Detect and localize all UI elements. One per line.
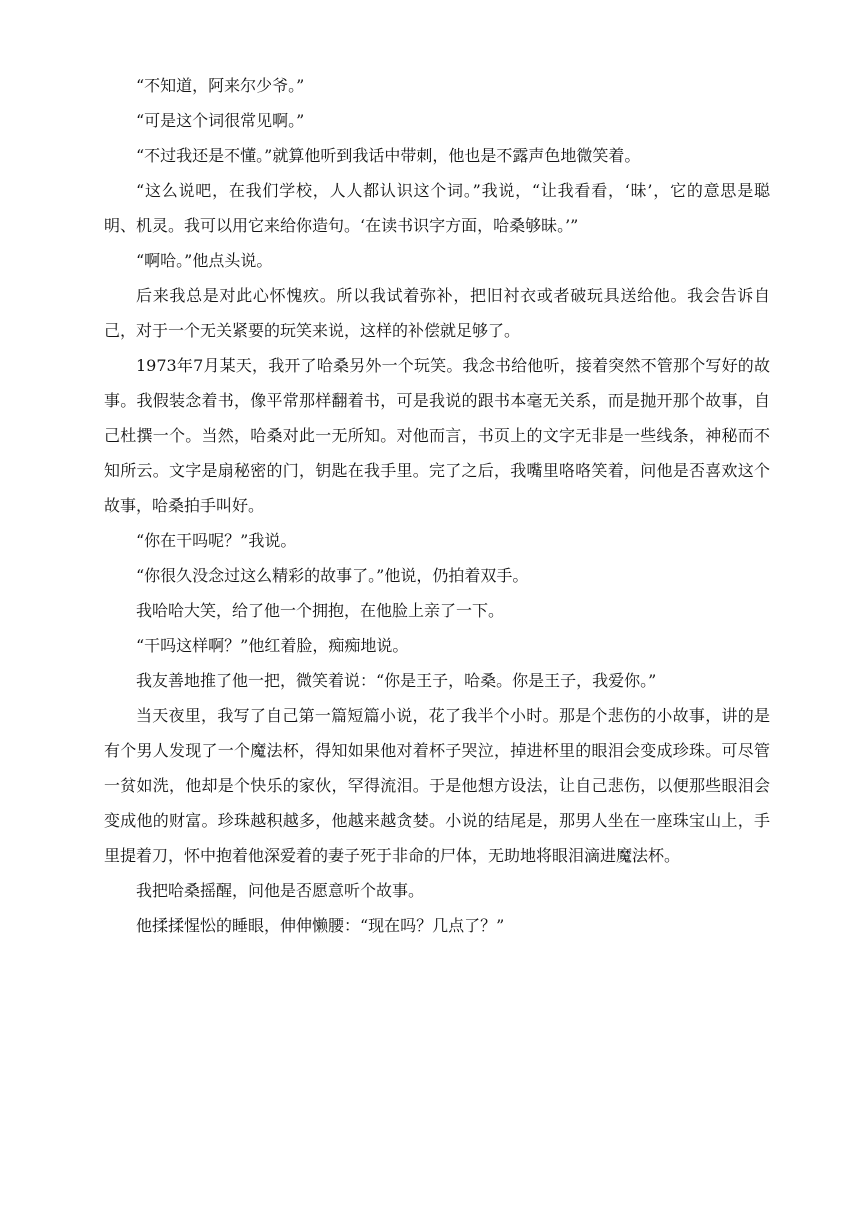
paragraph: “你很久没念过这么精彩的故事了。”他说，仍拍着双手。 <box>136 566 529 585</box>
paragraph: “可是这个词很常见啊。” <box>136 111 305 130</box>
paragraph: 当天夜里，我写了自己第一篇短篇小说，花了我半个小时。那是个悲伤的小故事，讲的是有个男人发现了一个魔法杯，得知如果他对着杯子哭泣，掉进杯里的眼泪会变成珍珠。可尽管一贫如洗，他却是个快乐的家伙，罕得流泪。于是他想方设法，让自己悲伤，以便那些眼泪会变成他的财富。珍珠越积越多，他越来越贪婪。小说的结尾是，那男人坐在一座珠宝山上，手里提着刀，怀中抱着他深爱着的妻子死于非命的尸体，无助地将眼泪滴进魔法杯。 <box>104 706 770 865</box>
paragraph: 我把哈桑摇醒，问他是否愿意听个故事。 <box>136 881 425 900</box>
paragraph: 他揉揉惺忪的睡眼，伸伸懒腰：“现在吗？几点了？” <box>136 916 505 935</box>
paragraph: 1973年7月某天，我开了哈桑另外一个玩笑。我念书给他听，接着突然不管那个写好的故事。我假装念着书，像平常那样翻着书，可是我说的跟书本毫无关系，而是抛开那个故事，自己杜撰一个。当然，哈桑对此一无所知。对他而言，书页上的文字无非是一些线条，神秘而不知所云。文字是扇秘密的门，钥匙在我手里。完了之后，我嘴里咯咯笑着，问他是否喜欢这个故事，哈桑拍手叫好。 <box>104 356 770 515</box>
paragraph: “不知道，阿来尔少爷。” <box>136 76 305 95</box>
paragraph: 我友善地推了他一把，微笑着说：“你是王子，哈桑。你是王子，我爱你。” <box>136 671 657 690</box>
paragraph: “你在干吗呢？”我说。 <box>136 531 297 550</box>
paragraph: “这么说吧，在我们学校，人人都认识这个词。”我说，“让我看看，‘昧’，它的意思是聪明、机灵。我可以用它来给你造句。‘在读书识字方面，哈桑够昧。’” <box>104 181 770 235</box>
paragraph: “干吗这样啊？”他红着脸，痴痴地说。 <box>136 636 409 655</box>
paragraph: “不过我还是不懂。”就算他听到我话中带刺，他也是不露声色地微笑着。 <box>136 146 641 165</box>
paragraph: 我哈哈大笑，给了他一个拥抱，在他脸上亲了一下。 <box>136 601 505 620</box>
paragraph: 后来我总是对此心怀愧疚。所以我试着弥补，把旧衬衣或者破玩具送给他。我会告诉自己，对于一个无关紧要的玩笑来说，这样的补偿就足够了。 <box>104 286 770 340</box>
text-body <box>104 68 770 943</box>
paragraph: “啊哈。”他点头说。 <box>136 251 273 270</box>
